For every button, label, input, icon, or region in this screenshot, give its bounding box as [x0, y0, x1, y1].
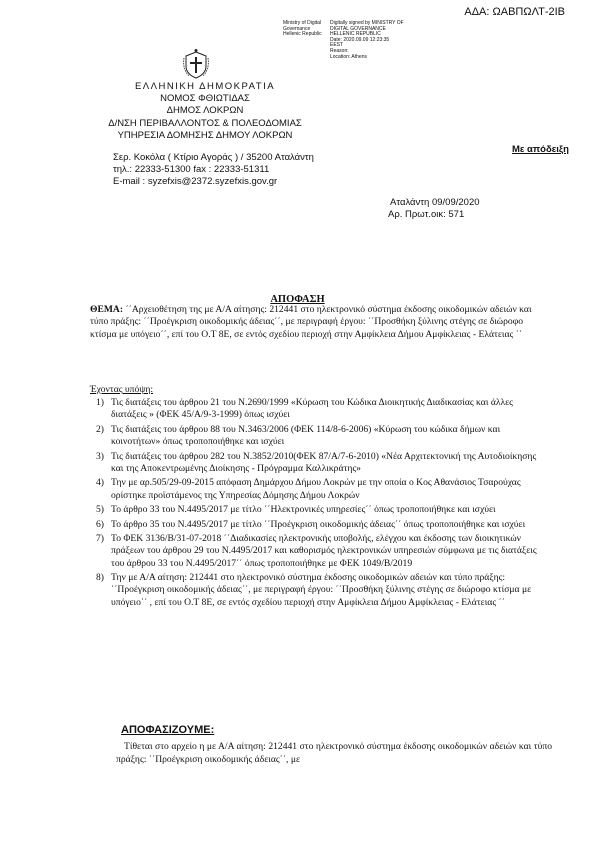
list-item: 2) Τις διατάξεις του άρθρου 88 του Ν.3463/2006 (ΦΕΚ 114/8-6-2006) «Κύρωση του κώδικα δήμων και κοινοτήτων» όπως τροποποιήθηκε και ισχύει: [96, 423, 501, 448]
delivery-method: Με απόδειξη: [512, 144, 569, 155]
subject-text: ΄΄Αρχειοθέτηση της με Α/Α αίτησης: 212441 στο ηλεκτρονικό σύστημα έκδοσης οικοδομικών αδειών και τύπο πράξης: ΄΄Προέγκριση οικοδομικής άδειας΄΄, με περιγραφή έργου: ΄΄Προσθήκη ξύλινης στέγης σε διώροφο κτίσμα με υπόγειο΄΄, επί του Ο.Τ 8Ε, σε εντός σχεδίου περιοχή στην Αμφίκλεια Δήμου Αμφίκλειας - Ελάτειας ΄΄: [90, 304, 532, 340]
authority-line: ΕΛΛΗΝΙΚΗ ΔΗΜΟΚΡΑΤΙΑ: [134, 81, 276, 92]
decision-title: ΑΠΟΦΑΣΗ: [270, 294, 325, 305]
having-regard-heading: Έχοντας υπόψη:: [90, 384, 153, 395]
considerations-list: [90, 397, 550, 611]
signature-left: Ministry of Digital Governance Hellenic Republic: [283, 20, 322, 38]
list-item: 4) Την με αρ.505/29-09-2015 απόφαση Δημάρχου Δήμου Λοκρών με την οποία ο Κος Αθανάσιος Τσαρούχας ορίστηκε προϊστάμενος της Υπηρεσίας Δόμησης Δήμου Λοκρών: [96, 477, 521, 501]
hellenic-emblem-icon: [181, 48, 211, 80]
we-decide-heading: ΑΠΟΦΑΣΙΖΟΥΜΕ:: [121, 724, 215, 736]
subject: [90, 304, 552, 341]
digital-signature: [283, 21, 433, 60]
list-item: 3) Τις διατάξεις του άρθρου 282 του Ν.3852/2010(ΦΕΚ 87/Α/7-6-2010) «Νέα Αρχιτεκτονική της Αυτοδιοίκησης και της Αποκεντρωμένης Διοίκησης - Πρόγραμμα Καλλικράτης»: [96, 450, 537, 474]
contact-info: [113, 152, 314, 188]
authority-header: [90, 81, 320, 142]
authority-line: ΥΠΗΡΕΣΙΑ ΔΟΜΗΣΗΣ ΔΗΜΟΥ ΛΟΚΡΩΝ: [117, 129, 293, 141]
signature-right: Digitally signed by MINISTRY OF DIGITAL GOVERNANCE HELLENIC REPUBLIC Date: 2020.09.09 12:23:35 EEST Reason: Location: Athens: [330, 20, 404, 60]
date-protocol: [388, 197, 480, 221]
list-item: 6) Το άρθρο 35 του Ν.4495/2017 με τίτλο ΄΄Προέγκριση οικοδομικής άδειας΄΄ όπως τροποποιήθηκε και ισχύει: [96, 518, 526, 530]
list-item: 7) Το ΦΕΚ 3136/Β/31-07-2018 ΄΄Διαδικασίες ηλεκτρονικής υποβολής, ελέγχου και έκδοσης των διοικητικών πράξεων του άρθρου 29 του Ν.4495/2017 και καθορισμός ηλεκτρονικών υπηρεσιών σύμφωνα με τις διατάξεις του άρθρου 33 του Ν.4495/2017΄΄ όπως τροποποιήθηκε με ΦΕΚ 1049/Β/2019: [96, 533, 537, 569]
authority-line: Δ/ΝΣΗ ΠΕΡΙΒΑΛΛΟΝΤΟΣ & ΠΟΛΕΟΔΟΜΙΑΣ: [108, 117, 302, 129]
list-item: 1) Τις διατάξεις του άρθρου 21 του Ν.2690/1999 «Κύρωση του Κώδικα Διοικητικής Διαδικασίας και άλλες διατάξεις » (ΦΕΚ 45/Α/9-3-1999) όπως ισχύει: [96, 397, 513, 421]
ada-code: ΑΔΑ: ΩΑΒΠΩΛΤ-2ΙΒ: [464, 6, 565, 18]
date: Αταλάντη 09/09/2020: [390, 197, 480, 208]
address: Σερ. Κοκόλα ( Κτίριο Αγοράς ) / 35200 Αταλάντη: [113, 152, 314, 163]
authority-line: ΔΗΜΟΣ ΛΟΚΡΩΝ: [166, 105, 244, 117]
email: E-mail : syzefxis@2372.syzefxis.gov.gr: [113, 176, 278, 187]
decision-text: Τίθεται στο αρχείο η με Α/Α αίτηση: 212441 στο ηλεκτρονικό σύστημα έκδοσης οικοδομικών αδειών και τύπο πράξης: ΄΄Προέγκριση οικοδομικής άδειας΄΄, με: [116, 741, 552, 765]
authority-line: ΝΟΜΟΣ ΦΘΙΩΤΙΔΑΣ: [160, 93, 250, 105]
list-item: 5) Το άρθρο 33 του Ν.4495/2017 με τίτλο ΄΄Ηλεκτρονικές υπηρεσίες΄΄ όπως τροποποιήθηκε και ισχύει: [96, 504, 496, 516]
protocol-number: Αρ. Πρωτ.οικ: 571: [388, 209, 465, 220]
list-item: 8) Την με Α/Α αίτηση: 212441 στο ηλεκτρονικό σύστημα έκδοσης οικοδομικών αδειών και τύπο πράξης: ΄΄Προέγκριση οικοδομικής άδειας΄΄, με περιγραφή έργου: ΄΄Προσθήκη ξύλινης στέγης σε διώροφο κτίσμα με υπόγειο΄΄ , επί του Ο.Τ 8Ε, σε εντός σχεδίου περιοχή στην Αμφίκλεια Δήμου Αμφίκλειας - Ελάτειας ΄΄: [96, 572, 532, 608]
phone-fax: τηλ.: 22333-51300 fax : 22333-51311: [113, 164, 270, 175]
subject-label: ΘΕΜΑ:: [90, 304, 124, 315]
